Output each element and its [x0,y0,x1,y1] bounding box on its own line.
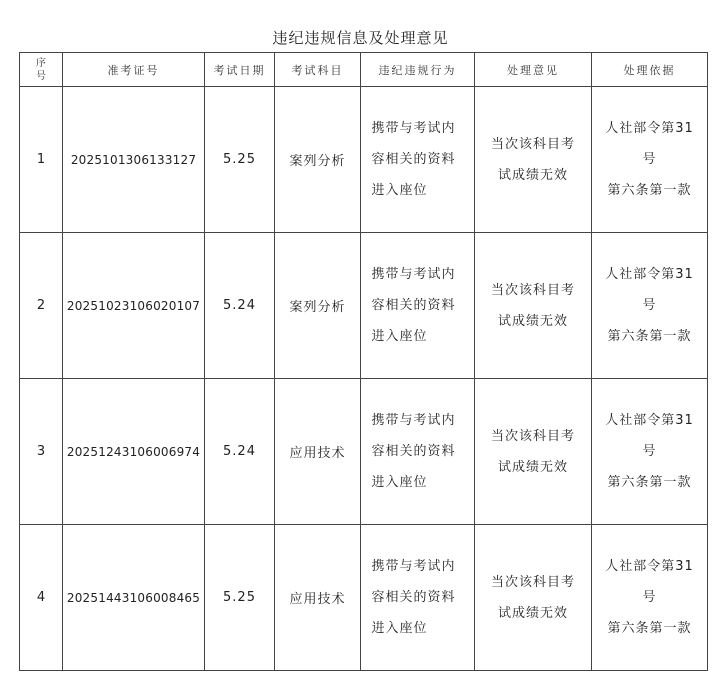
behavior-line: 携带与考试内 [371,267,456,282]
header-result: 处理意见 [475,53,592,87]
cell-result [475,379,592,525]
behavior-line: 携带与考试内 [371,121,456,136]
cell-behavior [361,87,475,233]
behavior-line: 进入座位 [371,183,428,198]
cell-behavior [361,525,475,671]
basis-line: 人社部令第31 [605,559,694,574]
cell-subject: 案列分析 [275,87,361,233]
header-subject: 考试科目 [275,53,361,87]
cell-date: 5.25 [205,87,275,233]
behavior-line: 容相关的资料 [371,298,456,313]
behavior-line: 进入座位 [371,621,428,636]
result-line: 试成绩无效 [497,605,568,621]
cell-ticket: 20251243106006974 [63,379,205,525]
basis-line: 号 [642,152,657,167]
table-row [20,525,708,671]
result-line: 当次该科目考 [490,574,575,590]
header-seq-line1: 序 [36,57,46,69]
basis-line: 号 [642,444,657,459]
basis-line: 第六条第一款 [607,621,692,636]
behavior-line: 容相关的资料 [371,590,456,605]
behavior-line: 携带与考试内 [371,413,456,428]
basis-line: 人社部令第31 [605,267,694,282]
cell-date: 5.24 [205,233,275,379]
cell-seq: 2 [20,233,63,379]
cell-subject: 应用技术 [275,525,361,671]
cell-ticket: 20251443106008465 [63,525,205,671]
header-behavior: 违纪违规行为 [361,53,475,87]
behavior-line: 容相关的资料 [371,444,456,459]
cell-behavior [361,233,475,379]
cell-subject: 应用技术 [275,379,361,525]
basis-line: 第六条第一款 [607,183,692,198]
basis-line: 人社部令第31 [605,413,694,428]
cell-behavior [361,379,475,525]
result-line: 当次该科目考 [490,136,575,152]
header-seq [20,53,63,87]
basis-line: 人社部令第31 [605,121,694,136]
result-line: 当次该科目考 [490,282,575,298]
cell-result [475,525,592,671]
basis-line: 第六条第一款 [607,475,692,490]
behavior-line: 进入座位 [371,329,428,344]
cell-ticket: 2025101306133127 [63,87,205,233]
result-line: 当次该科目考 [490,428,575,444]
violations-table [19,52,708,671]
cell-basis [592,233,708,379]
cell-subject: 案列分析 [275,233,361,379]
behavior-line: 携带与考试内 [371,559,456,574]
table-row [20,379,708,525]
header-date: 考试日期 [205,53,275,87]
result-line: 试成绩无效 [497,313,568,329]
page-title: 违纪违规信息及处理意见 [272,29,449,47]
cell-seq: 1 [20,87,63,233]
cell-basis [592,379,708,525]
result-line: 试成绩无效 [497,459,568,475]
basis-line: 第六条第一款 [607,329,692,344]
cell-date: 5.24 [205,379,275,525]
table-row [20,87,708,233]
cell-seq: 4 [20,525,63,671]
header-ticket: 准考证号 [63,53,205,87]
cell-basis [592,525,708,671]
cell-basis [592,87,708,233]
table-header-row [20,53,708,87]
behavior-line: 进入座位 [371,475,428,490]
cell-seq: 3 [20,379,63,525]
cell-result [475,233,592,379]
basis-line: 号 [642,298,657,313]
cell-date: 5.25 [205,525,275,671]
behavior-line: 容相关的资料 [371,152,456,167]
basis-line: 号 [642,590,657,605]
table-row [20,233,708,379]
cell-ticket: 20251023106020107 [63,233,205,379]
header-seq-line2: 号 [36,70,46,82]
result-line: 试成绩无效 [497,167,568,183]
cell-result [475,87,592,233]
header-basis: 处理依据 [592,53,708,87]
